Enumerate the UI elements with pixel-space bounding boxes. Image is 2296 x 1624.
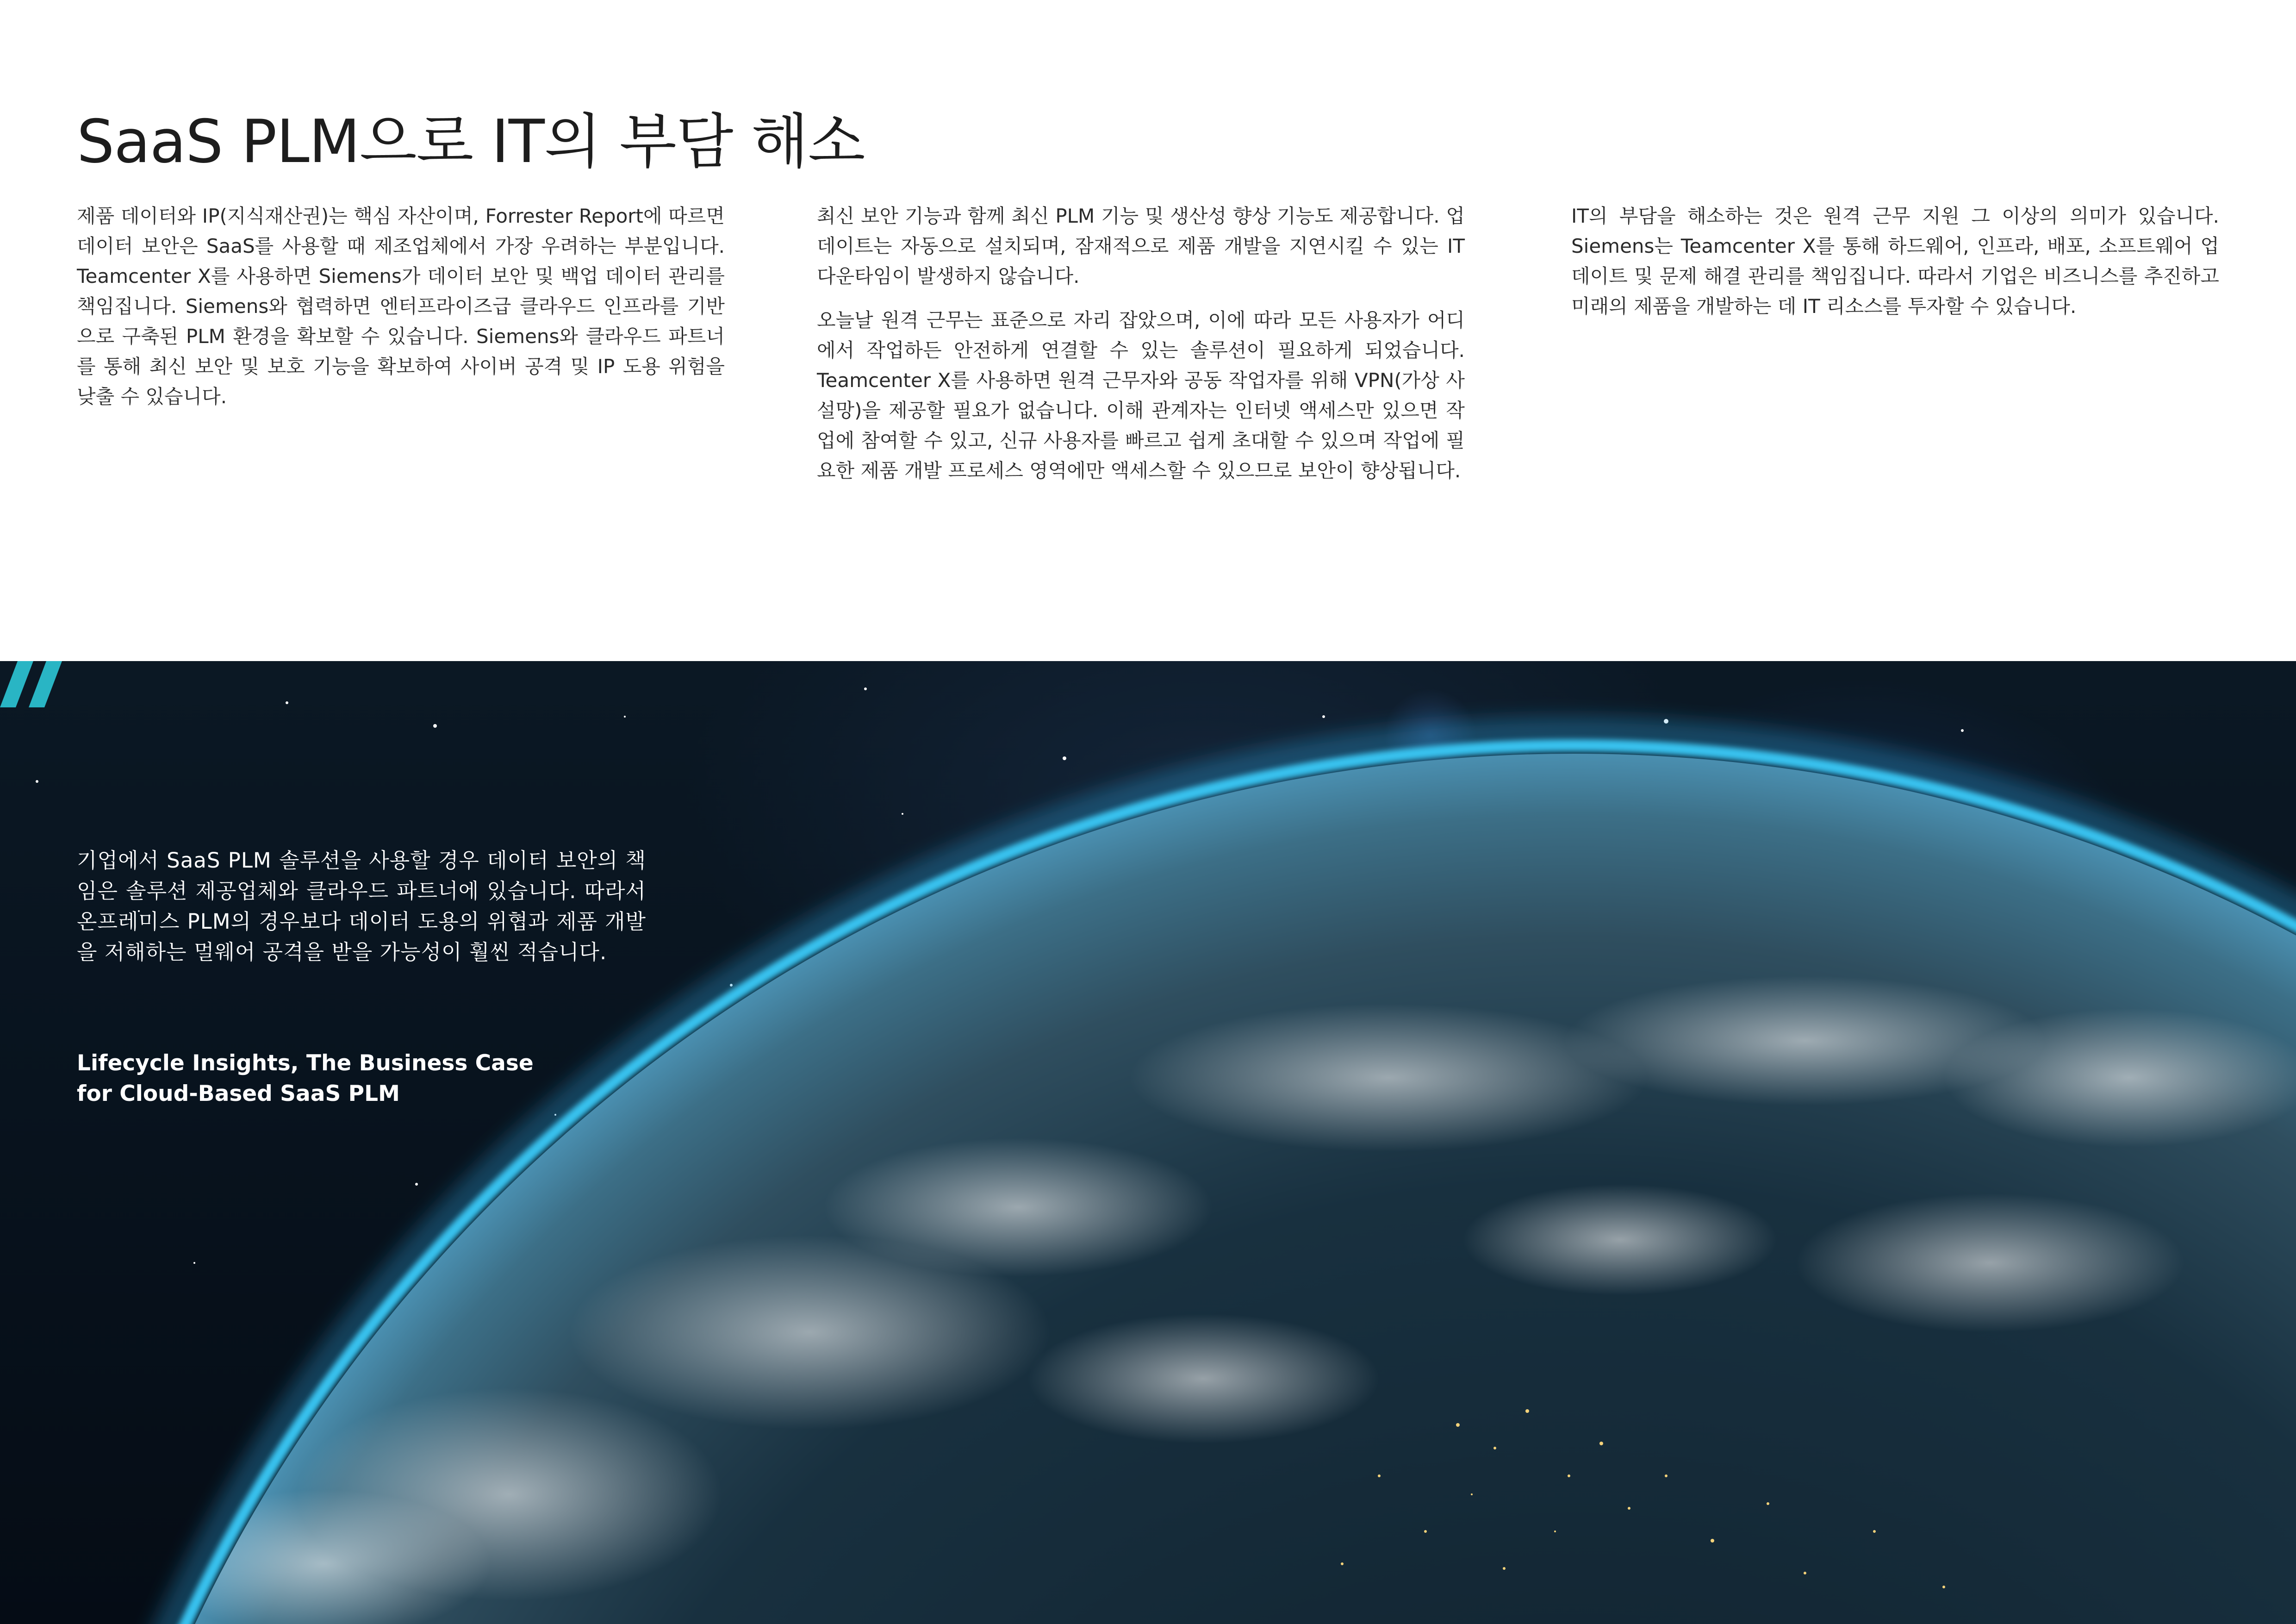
quote-source-line: for Cloud-Based SaaS PLM xyxy=(77,1081,400,1106)
paragraph: 제품 데이터와 IP(지식재산권)는 핵심 자산이며, Forrester Report에 따르면 데이터 보안은 SaaS를 사용할 때 제조업체에서 가장 우려하는 부분입니다. Teamcenter X를 사용하면 Siemens가 데이터 보안 및 백업 데이터 관리를 책임집니다. Siemens와 협력하면 엔터프라이즈급 클라우드 인프라를 기반으로 구축된 PLM 환경을 확보할 수 있습니다. Siemens와 클라우드 파트너를 통해 최신 보안 및 보호 기능을 확보하여 사이버 공격 및 IP 도용 위험을 낮출 수 있습니다. xyxy=(77,205,725,408)
text-column-3 xyxy=(1571,201,2219,335)
earth-from-space-image xyxy=(0,661,2296,1624)
earth-illustration xyxy=(0,661,2296,1624)
quote-source-line: Lifecycle Insights, The Business Case xyxy=(77,1050,534,1076)
text-column-1 xyxy=(77,201,725,425)
quote-text: 기업에서 SaaS PLM 솔루션을 사용할 경우 데이터 보안의 책임은 솔루션 제공업체와 클라우드 파트너에 있습니다. 따라서 온프레미스 PLM의 경우보다 데이터 도용의 위협과 제품 개발을 저해하는 멀웨어 공격을 받을 가능성이 훨씬 적습니다. xyxy=(77,848,646,964)
quotation-mark-icon xyxy=(0,661,65,707)
page-title: SaaS PLM으로 IT의 부담 해소 xyxy=(77,107,865,176)
paragraph: 오늘날 원격 근무는 표준으로 자리 잡았으며, 이에 따라 모든 사용자가 어디에서 작업하든 안전하게 연결할 수 있는 솔루션이 필요하게 되었습니다. Teamcenter X를 사용하면 원격 근무자와 공동 작업자를 위해 VPN(가상 사설망)을 제공할 필요가 없습니다. 이해 관계자는 인터넷 액세스만 있으면 작업에 참여할 수 있고, 신규 사용자를 빠르고 쉽게 초대할 수 있으며 작업에 필요한 제품 개발 프로세스 영역에만 액세스할 수 있으므로 보안이 향상됩니다. xyxy=(817,309,1465,482)
paragraph: 최신 보안 기능과 함께 최신 PLM 기능 및 생산성 향상 기능도 제공합니다. 업데이트는 자동으로 설치되며, 잠재적으로 제품 개발을 지연시킬 수 있는 IT 다운타임이 발생하지 않습니다. xyxy=(817,205,1465,287)
quote-source xyxy=(77,1048,678,1109)
paragraph: IT의 부담을 해소하는 것은 원격 근무 지원 그 이상의 의미가 있습니다. Siemens는 Teamcenter X를 통해 하드웨어, 인프라, 배포, 소프트웨어 업데이트 및 문제 해결 관리를 책임집니다. 따라서 기업은 비즈니스를 추진하고 미래의 제품을 개발하는 데 IT 리소스를 투자할 수 있습니다. xyxy=(1571,205,2219,318)
text-section xyxy=(0,0,2296,661)
text-column-2 xyxy=(817,201,1465,500)
